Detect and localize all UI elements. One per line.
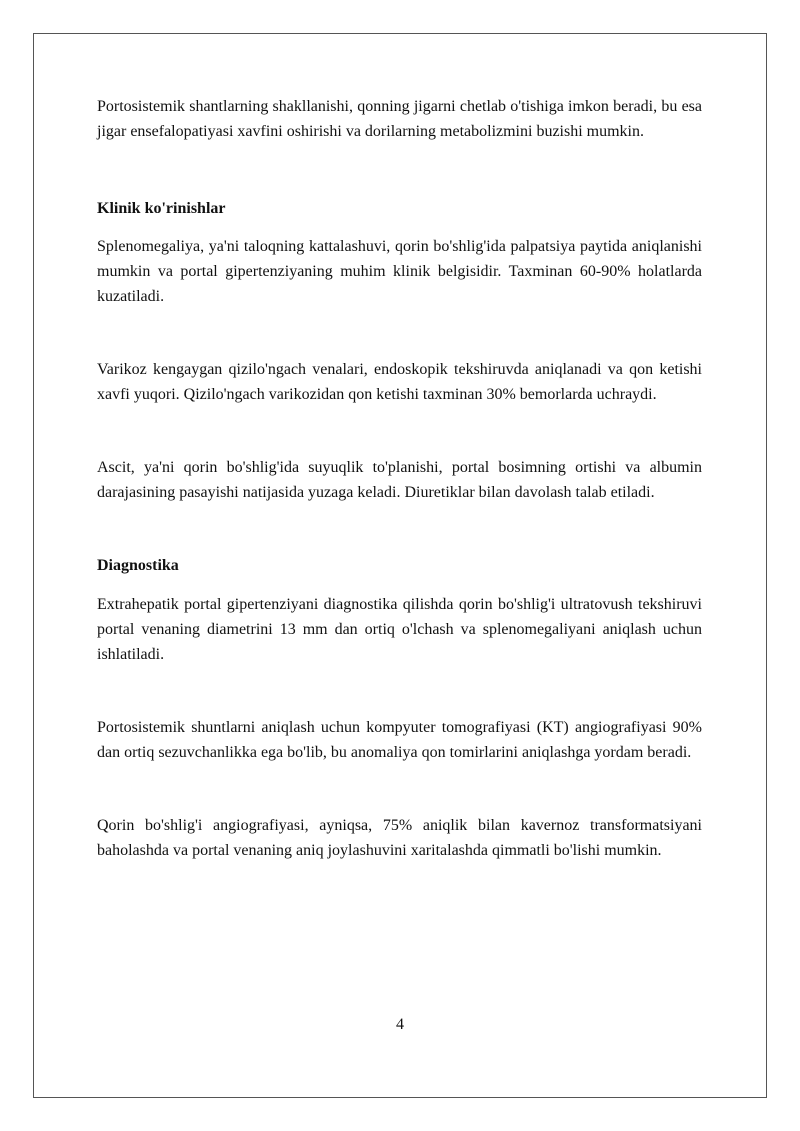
spacer xyxy=(97,505,702,553)
paragraph-portosystemic-shunts: Portosistemik shantlarning shakllanishi, qonning jigarni chetlab o'tishiga imkon beradi, bu esa jigar ensefalopatiyasi xavfini oshirishi va dorilarning metabolizmini buzishi mumkin. xyxy=(97,98,702,140)
spacer xyxy=(97,221,702,234)
paragraph-ascites: Ascit, ya'ni qorin bo'shlig'ida suyuqlik to'planishi, portal bosimning ortishi va albumin darajasining pasayishi natijasida yuzaga keladi. Diuretiklar bilan davolash talab etiladi. xyxy=(97,459,702,501)
spacer xyxy=(97,667,702,715)
spacer xyxy=(97,578,702,592)
spacer xyxy=(97,407,702,455)
page-number: 4 xyxy=(396,1016,404,1033)
paragraph-ct-angiography: Portosistemik shuntlarni aniqlash uchun kompyuter tomografiyasi (KT) angiografiyasi 90% dan ortiq sezuvchanlikka ega bo'lib, bu anomaliya qon tomirlarini aniqlashga yordam beradi. xyxy=(97,719,702,761)
heading-diagnostics: Diagnostika xyxy=(97,557,179,574)
spacer xyxy=(97,309,702,357)
spacer xyxy=(97,144,702,196)
paragraph-splenomegaly: Splenomegaliya, ya'ni taloqning kattalashuvi, qorin bo'shlig'ida palpatsiya paytida aniqlanishi mumkin va portal gipertenziyaning muhim klinik belgisidir. Taxminan 60-90% holatlarda kuzatiladi. xyxy=(97,238,702,305)
paragraph-ultrasound: Extrahepatik portal gipertenziyani diagnostika qilishda qorin bo'shlig'i ultratovush tekshiruvi portal venaning diametrini 13 mm dan ortiq o'lchash va splenomegaliyani aniqlash uchun ishlatiladi. xyxy=(97,596,702,663)
paragraph-esophageal-varices: Varikoz kengaygan qizilo'ngach venalari, endoskopik tekshiruvda aniqlanadi va qon ketishi xavfi yuqori. Qizilo'ngach varikozidan qon ketishi taxminan 30% bemorlarda uchraydi. xyxy=(97,361,702,403)
document-body xyxy=(97,94,702,863)
spacer xyxy=(97,765,702,813)
paragraph-angiography: Qorin bo'shlig'i angiografiyasi, ayniqsa, 75% aniqlik bilan kavernoz transformatsiyani baholashda va portal venaning aniq joylashuvini xaritalashda qimmatli bo'lishi mumkin. xyxy=(97,817,702,859)
heading-clinical-manifestations: Klinik ko'rinishlar xyxy=(97,200,226,217)
